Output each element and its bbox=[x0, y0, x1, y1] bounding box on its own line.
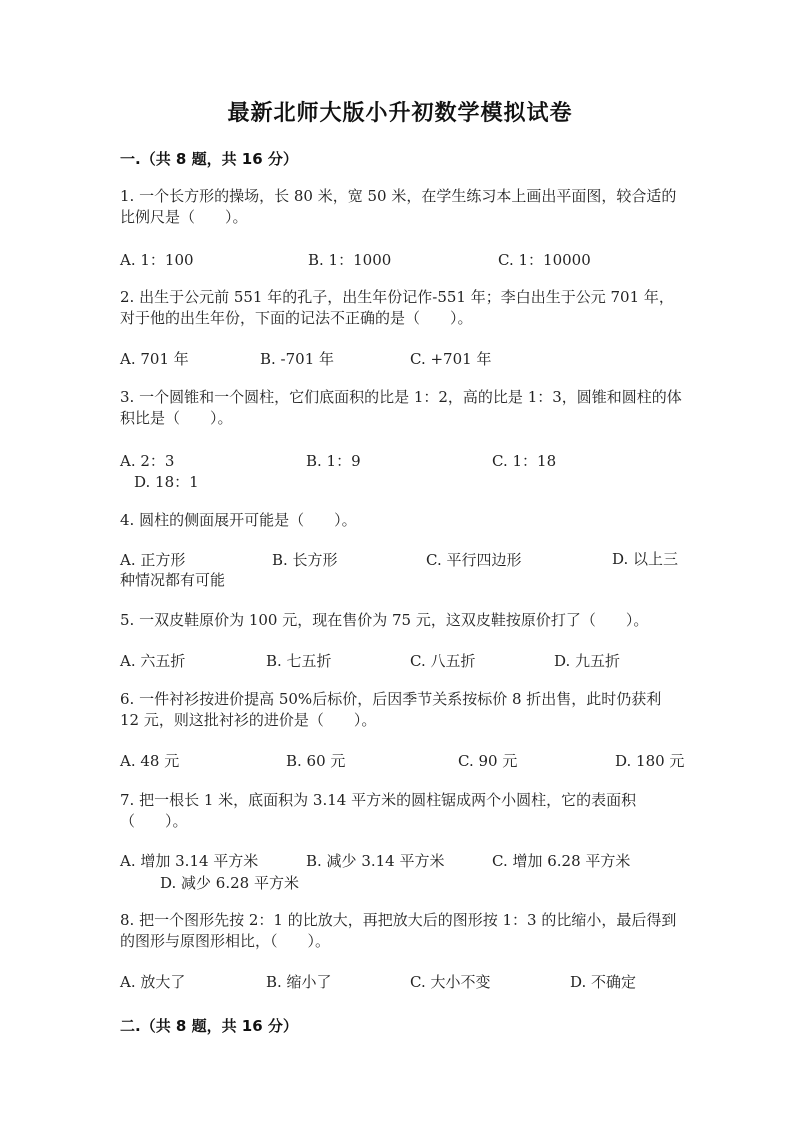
page-title: 最新北师大版小升初数学模拟试卷 bbox=[227, 101, 573, 126]
question-1-option-b: B. 1：1000 bbox=[308, 251, 392, 269]
question-6-option-b: B. 60 元 bbox=[286, 752, 346, 770]
question-7-option-c: C. 增加 6.28 平方米 bbox=[492, 852, 631, 870]
question-5-option-a: A. 六五折 bbox=[120, 652, 186, 670]
question-5-option-c: C. 八五折 bbox=[410, 652, 476, 670]
question-3: 3. 一个圆锥和一个圆柱，它们底面积的比是 1：2，高的比是 1：3，圆锥和圆柱的体积比是（ ）。 bbox=[120, 388, 682, 427]
question-7-option-b: B. 减少 3.14 平方米 bbox=[306, 852, 445, 870]
question-1-option-a: A. 1：100 bbox=[120, 251, 194, 269]
question-8-option-d: D. 不确定 bbox=[570, 973, 637, 991]
question-4-option-a: A. 正方形 bbox=[120, 551, 186, 569]
question-4-option-b: B. 长方形 bbox=[272, 551, 338, 569]
question-5-option-d: D. 九五折 bbox=[554, 652, 621, 670]
question-4-option-d: D. 以上三种情况都有可能 bbox=[120, 550, 679, 589]
question-8-option-b: B. 缩小了 bbox=[266, 973, 332, 991]
question-4-option-c: C. 平行四边形 bbox=[426, 551, 522, 569]
question-7-option-d: D. 减少 6.28 平方米 bbox=[160, 874, 299, 892]
question-6-option-d: D. 180 元 bbox=[615, 752, 685, 770]
question-6-option-c: C. 90 元 bbox=[458, 752, 518, 770]
question-3-option-c: C. 1：18 bbox=[492, 452, 557, 470]
question-2-option-c: C. +701 年 bbox=[410, 350, 492, 368]
question-2: 2. 出生于公元前 551 年的孔子，出生年份记作-551 年；李白出生于公元 701 年，对于他的出生年份，下面的记法不正确的是（ ）。 bbox=[120, 288, 674, 327]
question-8-option-c: C. 大小不变 bbox=[410, 973, 491, 991]
section-heading-1: 一.（共 8 题，共 16 分） bbox=[120, 150, 298, 168]
section-heading-2: 二.（共 8 题，共 16 分） bbox=[120, 1017, 298, 1035]
question-8: 8. 把一个图形先按 2：1 的比放大，再把放大后的图形按 1：3 的比缩小，最后得到的图形与原图形相比，（ ）。 bbox=[120, 911, 677, 950]
question-4: 4. 圆柱的侧面展开可能是（ ）。 bbox=[120, 511, 357, 529]
question-7: 7. 把一根长 1 米，底面积为 3.14 平方米的圆柱锯成两个小圆柱，它的表面积（ ）。 bbox=[120, 791, 637, 830]
question-3-option-d: D. 18：1 bbox=[134, 473, 199, 491]
question-5-option-b: B. 七五折 bbox=[266, 652, 332, 670]
question-1: 1. 一个长方形的操场，长 80 米，宽 50 米，在学生练习本上画出平面图，较合适的比例尺是（ ）。 bbox=[120, 187, 677, 226]
question-1-option-c: C. 1：10000 bbox=[498, 251, 591, 269]
question-7-option-a: A. 增加 3.14 平方米 bbox=[120, 852, 259, 870]
question-3-option-b: B. 1：9 bbox=[306, 452, 361, 470]
question-5: 5. 一双皮鞋原价为 100 元，现在售价为 75 元，这双皮鞋按原价打了（ ）。 bbox=[120, 611, 649, 629]
question-2-option-a: A. 701 年 bbox=[120, 350, 189, 368]
question-8-option-a: A. 放大了 bbox=[120, 973, 186, 991]
question-6-option-a: A. 48 元 bbox=[120, 752, 180, 770]
question-3-option-a: A. 2：3 bbox=[120, 452, 175, 470]
question-2-option-b: B. -701 年 bbox=[260, 350, 335, 368]
question-6: 6. 一件衬衫按进价提高 50%后标价，后因季节关系按标价 8 折出售，此时仍获利 12 元，则这批衬衫的进价是（ ）。 bbox=[120, 690, 662, 729]
